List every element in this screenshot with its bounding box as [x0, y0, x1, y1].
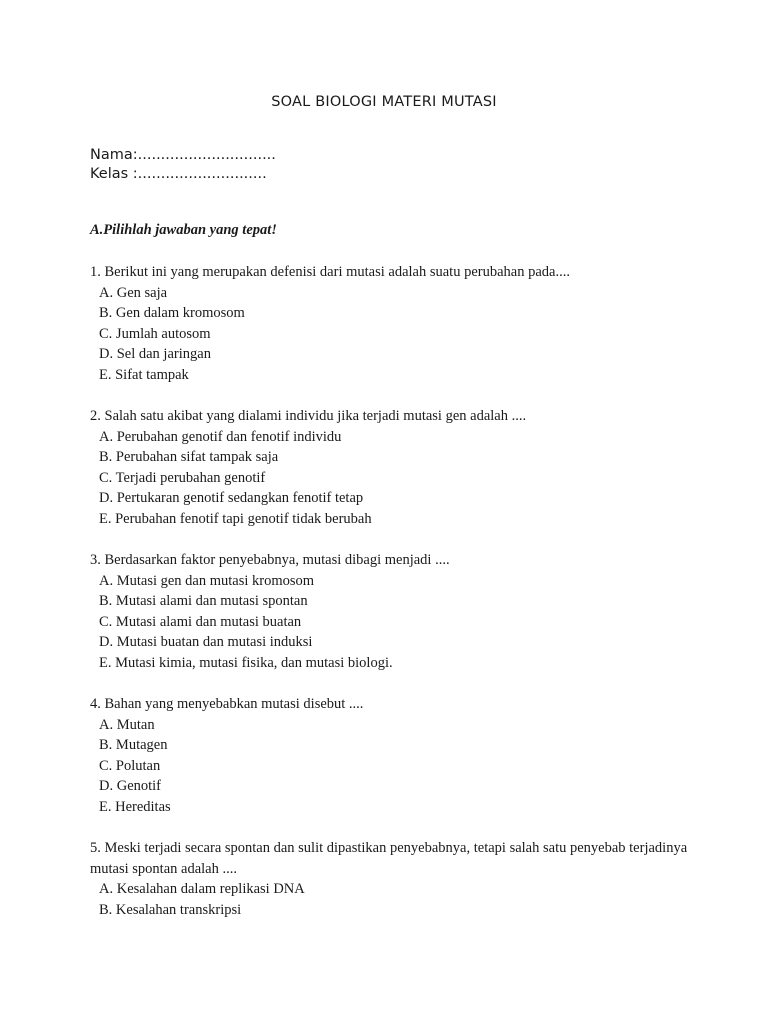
document-title: SOAL BIOLOGI MATERI MUTASI	[271, 94, 497, 110]
question-4	[90, 694, 690, 817]
option-d: D. Sel dan jaringan	[99, 346, 211, 362]
question-text: 2. Salah satu akibat yang dialami individu jika terjadi mutasi gen adalah ....	[90, 408, 527, 424]
option-c: C. Terjadi perubahan genotif	[99, 469, 266, 486]
option-e: E. Perubahan fenotif tapi genotif tidak berubah	[99, 510, 372, 527]
option-b: B. Perubahan sifat tampak saja	[99, 449, 279, 465]
option-e: E. Sifat tampak	[99, 366, 189, 383]
option-d: D. Pertukaran genotif sedangkan fenotif tetap	[99, 490, 364, 506]
option-c: C. Jumlah autosom	[99, 325, 211, 342]
kelas-field: Kelas :............................	[90, 166, 267, 182]
question-text: 4. Bahan yang menyebabkan mutasi disebut ....	[90, 696, 364, 712]
option-b: B. Kesalahan transkripsi	[99, 901, 242, 918]
question-text: 1. Berikut ini yang merupakan defenisi dari mutasi adalah suatu perubahan pada....	[90, 264, 570, 280]
question-2	[90, 406, 690, 529]
option-a: A. Mutan	[99, 716, 155, 733]
question-text: 5. Meski terjadi secara spontan dan sulit dipastikan penyebabnya, tetapi salah satu penyebab terjadinya mutasi spontan adalah ....	[90, 840, 688, 877]
nama-field: Nama:..............................	[90, 147, 276, 163]
option-b: B. Gen dalam kromosom	[99, 305, 245, 321]
option-e: E. Hereditas	[99, 798, 171, 815]
option-b: B. Mutasi alami dan mutasi spontan	[99, 593, 308, 609]
option-a: A. Gen saja	[99, 284, 168, 301]
option-d: D. Genotif	[99, 778, 162, 794]
section-instruction: A.Pilihlah jawaban yang tepat!	[90, 222, 277, 238]
question-list	[90, 262, 690, 941]
option-d: D. Mutasi buatan dan mutasi induksi	[99, 634, 313, 650]
option-c: C. Polutan	[99, 757, 161, 774]
question-1	[90, 262, 690, 385]
question-text: 3. Berdasarkan faktor penyebabnya, mutasi dibagi menjadi ....	[90, 552, 450, 568]
option-b: B. Mutagen	[99, 737, 168, 753]
option-c: C. Mutasi alami dan mutasi buatan	[99, 613, 302, 630]
option-e: E. Mutasi kimia, mutasi fisika, dan mutasi biologi.	[99, 654, 393, 671]
question-3	[90, 550, 690, 673]
student-identity-block	[90, 146, 276, 184]
option-a: A. Mutasi gen dan mutasi kromosom	[99, 572, 315, 589]
option-a: A. Kesalahan dalam replikasi DNA	[99, 881, 305, 897]
question-5	[90, 838, 690, 920]
option-a: A. Perubahan genotif dan fenotif individu	[99, 428, 342, 445]
